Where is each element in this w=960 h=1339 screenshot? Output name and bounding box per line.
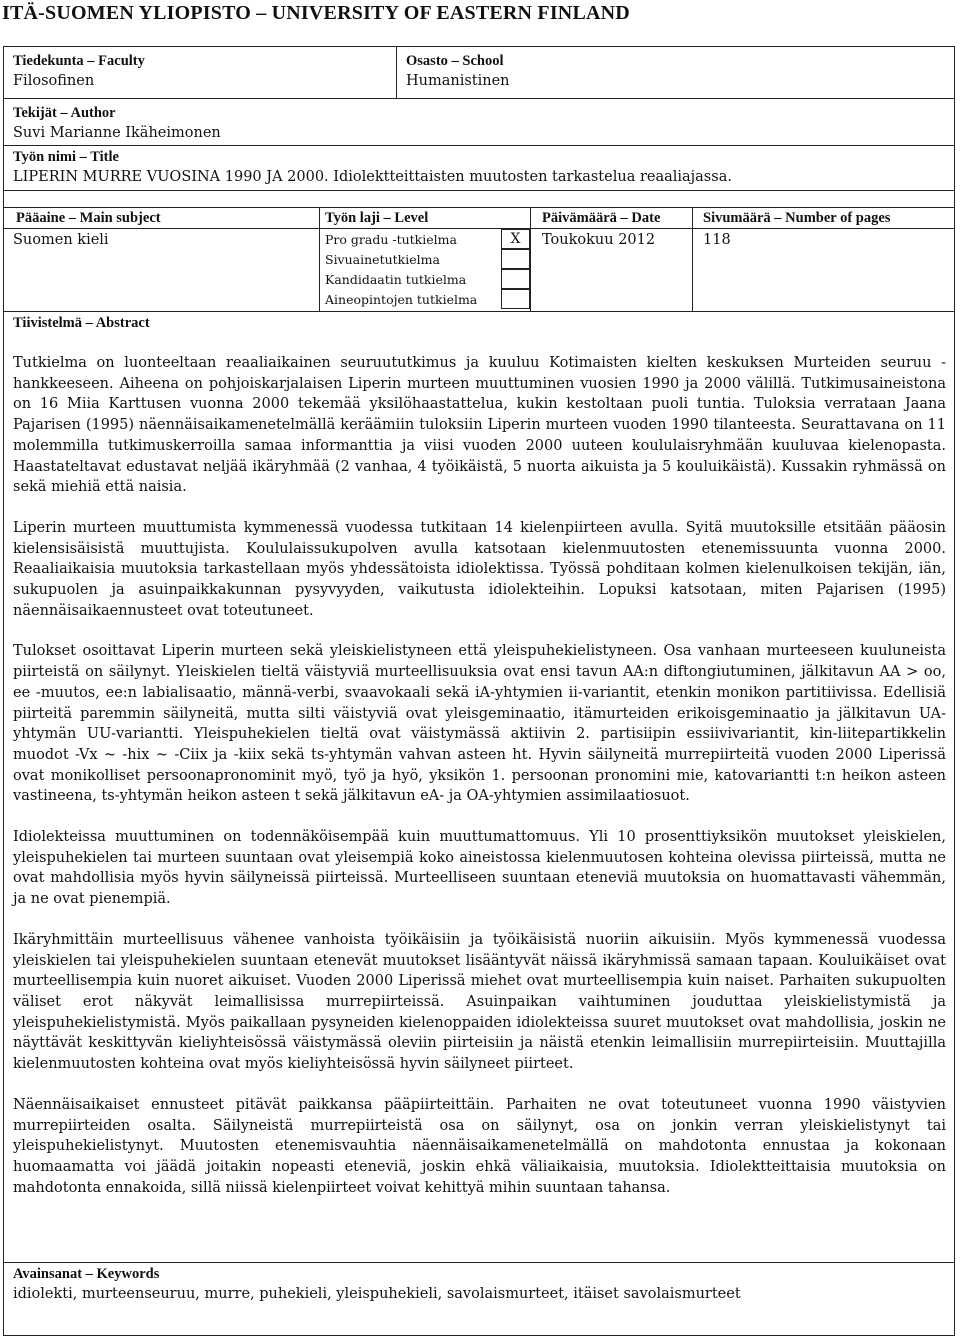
abstract-paragraph: Näennäisaikaiset ennusteet pitävät paikkansa pääpiirteittäin. Parhaiten ne ovat toteutuneet vuonna 1990 väistyvien murrepiirteiden osalta. Säilyneistä murrepiirteistä osa on säilynyt, osa on jonkin verran yleiskielistynyt tai yleispuhekielistynyt. Muutosten etenemisvauhtia näennäisaikamenetelmällä on mahdotonta ennustaa ja kokonaan huomaamatta voi jäädä joitakin nopeasti eteneviä, joskin ehkä väliaikaisia, muutoksia. Idiolektteittaisia muutoksia on mahdotonta ennakoida, sillä niissä kielenpiirteet voivat kehittyä mihin suuntaan tahansa.	[13, 1096, 946, 1196]
date-label: Päivämäärä – Date	[542, 210, 661, 226]
keywords-label: Avainsanat – Keywords	[13, 1266, 160, 1282]
level-option-pro-gradu: Pro gradu -tutkielma	[325, 232, 457, 247]
level-option-kandidaatti: Kandidaatin tutkielma	[325, 272, 467, 287]
level-checkbox-pro-gradu: X	[501, 229, 530, 249]
keywords-value: idiolekti, murteenseuruu, murre, puhekieli, yleispuhekieli, savolaismurteet, itäiset savolaismurteet	[13, 1286, 741, 1302]
divider	[4, 311, 954, 312]
divider	[4, 228, 954, 229]
divider	[4, 190, 954, 191]
university-header: ITÄ-SUOMEN YLIOPISTO – UNIVERSITY OF EASTERN FINLAND	[2, 2, 630, 24]
divider	[4, 1262, 954, 1263]
abstract-paragraph: Ikäryhmittäin murteellisuus vähenee vanhoista työikäisiin ja työikäisistä nuoriin aikuisiin. Myös kymmenessä vuodessa yleiskielen tai yleispuhekielen suuntaan etenevät muutokset lisääntyvät näissä ikäryhmissä samaan tapaan. Kouluikäiset ovat murteellisempia kuin nuoret aikuiset. Vuoden 2000 Liperissä miehet ovat murteellisempia kuin naiset. Parhaiten sukupuolten väliset erot näkyvät leimallisissa murrepiirteissä. Asuinpaikan vaihtuminen jouduttaa yleiskielistymistä ja yleispuhekielistymistä. Myös paikallaan pysyneiden kielenoppaiden idiolekteissa suuret muutokset ovat mahdollisia, joskin ne näyttävät keskittyvän kieliyhteisössä väistymässä oleviin piirteisiin ja näistä etenkin leimallisiin murrepiirteisiin. Muuttajilla kielenmuutosten kohteina ovat myös kieliyhteisössä hyvin säilyneet piirteet.	[13, 931, 946, 1073]
title-label: Työn nimi – Title	[13, 149, 119, 165]
divider	[4, 207, 954, 208]
school-value: Humanistinen	[406, 73, 510, 89]
column-divider	[530, 207, 531, 311]
column-divider	[692, 207, 693, 311]
pages-value: 118	[703, 232, 731, 248]
level-checkbox-sivuaine	[501, 249, 530, 269]
divider	[4, 145, 954, 146]
author-label: Tekijät – Author	[13, 105, 116, 121]
level-checkbox-aineopinnot	[501, 289, 530, 309]
author-value: Suvi Marianne Ikäheimonen	[13, 125, 221, 141]
main-subject-label: Pääaine – Main subject	[16, 210, 161, 226]
main-subject-value: Suomen kieli	[13, 232, 109, 248]
faculty-school-divider	[396, 47, 397, 98]
form-frame	[3, 46, 955, 1336]
date-value: Toukokuu 2012	[542, 232, 656, 248]
school-label: Osasto – School	[406, 53, 504, 69]
level-checkbox-kandidaatti	[501, 269, 530, 289]
divider	[4, 98, 954, 99]
abstract-body	[13, 353, 946, 1218]
abstract-paragraph: Tutkielma on luonteeltaan reaaliaikainen seuruututkimus ja kuuluu Kotimaisten kielten keskuksen Murteiden seuruu -hankkeeseen. Aiheena on pohjoiskarjalaisen Liperin murteen muuttuminen vuosien 1990 ja 2000 välillä. Tutkimusaineistona on 16 Miia Karttusen vuonna 2000 tekemää yksilöhaastattelua, kukin kestoltaan puoli tuntia. Tuloksia verrataan Jaana Pajarisen (1995) näennäisaikamenetelmällä keräämiin tuloksiin Liperin murteen vuoden 1990 tilanteesta. Seurattavana on 11 molemmilla tutkimuskerroilla samaa informanttia ja viisi vuoden 2000 uuteen koululaisryhmään kuuluvaa kielenopasta. Haastateltavat edustavat neljää ikäryhmää (2 vanhaa, 4 työikäistä, 5 nuorta aikuista ja 5 kouluikäistä). Kussakin ryhmässä on sekä miehiä että naisia.	[13, 355, 946, 496]
pages-label: Sivumäärä – Number of pages	[703, 210, 891, 226]
column-divider	[319, 207, 320, 311]
level-option-sivuaine: Sivuainetutkielma	[325, 252, 440, 267]
level-label: Työn laji – Level	[325, 210, 429, 226]
abstract-paragraph: Tulokset osoittavat Liperin murteen sekä yleiskielistyneen että yleispuhekielistyneen. Osa vanhaan murteeseen kuuluneista piirteistä on säilynyt. Yleiskielen tieltä väistyviä murteellisuuksia ovat ensi tavun AA:n diftongiutuminen, jälkitavun AA > oo, ee -muutos, ee:n labialisaatio, männä-verbi, svaavokaali sekä iA-yhtymien ii-variantit, etenkin monikon partitiivissa. Edellisiä piirteitä paremmin säilyneitä, mutta silti väistyviä ovat yleisgeminaatio, itämurteiden erikoisgeminaatio ja jälkitavun UA-yhtymän UU-variantti. Yleispuhekielen tieltä ovat väistymässä aktiivin 2. partisiipin essiivivariantit, kin-liitepartikkelin muodot -Vx ~ -hix ~ -Ciix ja -kiix sekä ts-yhtymän vahvan asteen ht. Hyvin säilyneitä murrepiirteitä vuoden 2000 Liperissä ovat monikolliset persoonapronominit myö, työ ja hyö, yksikön 1. persoonan pronomini mie, katovariantti t:n heikon asteen vastineena, ts-yhtymän heikon asteen t sekä jälkitavun eA- ja OA-yhtymien assimilaatiosuot.	[13, 643, 946, 805]
abstract-paragraph: Idiolekteissa muuttuminen on todennäköisempää kuin muuttumattomuus. Yli 10 prosenttiyksikön muutokset yleiskielen, yleispuhekielen tai murteen suuntaan ovat yleisempiä koko aineistossa kielenmuutosen kohteina olevissa piirteissä, mutta ne ovat mahdollisia myös hyvin säilyneissä piirteissä. Murteelliseen suuntaan eteneviä muutoksia on huomattavasti vähemmän, ja ne ovat pienempiä.	[13, 829, 946, 908]
abstract-label: Tiivistelmä – Abstract	[13, 315, 150, 331]
faculty-label: Tiedekunta – Faculty	[13, 53, 145, 69]
title-value: LIPERIN MURRE VUOSINA 1990 JA 2000. Idiolektteittaisten muutosten tarkastelua reaaliajassa.	[13, 169, 732, 185]
level-option-aineopinnot: Aineopintojen tutkielma	[325, 292, 478, 307]
abstract-paragraph: Liperin murteen muuttumista kymmenessä vuodessa tutkitaan 14 kielenpiirteen avulla. Syitä muutoksille etsitään pääosin kielensisäisistä muuttujista. Koululaissukupolven avulla katsotaan kielenmuutosten etenemissuunta vuonna 2000. Reaaliaikaisia muutoksia tarkastellaan myös yhdessätoista idiolektissa. Työssä pohditaan kolmen kielenulkoisen tekijän, iän, sukupuolen ja asuinpaikkakunnan pysyvyyden, vaikutusta idiolekteihin. Lopuksi katsotaan, miten Pajarisen (1995) näennäisaikaennusteet ovat toteutuneet.	[13, 519, 946, 619]
faculty-value: Filosofinen	[13, 73, 95, 89]
